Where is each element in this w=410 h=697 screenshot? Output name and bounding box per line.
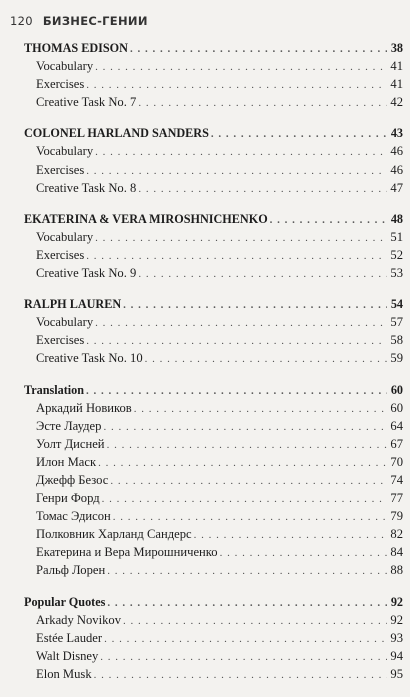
dot-leader bbox=[194, 527, 387, 544]
toc-entry bbox=[24, 180, 403, 198]
toc-entry-label: Estée Lauder bbox=[36, 630, 103, 645]
dot-leader bbox=[220, 545, 387, 562]
dot-leader bbox=[134, 401, 387, 418]
dot-leader bbox=[138, 181, 387, 198]
toc-entry bbox=[24, 94, 403, 112]
dot-leader bbox=[123, 297, 387, 314]
toc-entry bbox=[24, 229, 403, 247]
toc-section-miroshnichenko bbox=[24, 211, 403, 283]
dot-leader bbox=[113, 509, 387, 526]
toc-heading-title: RALPH LAUREN bbox=[24, 297, 122, 312]
toc-heading-title: THOMAS EDISON bbox=[24, 41, 128, 55]
toc-entry bbox=[24, 526, 403, 544]
toc-page-number: 59 bbox=[390, 351, 403, 366]
toc-heading bbox=[24, 40, 403, 58]
toc-entry bbox=[24, 648, 403, 666]
toc-page-number: 79 bbox=[390, 509, 403, 524]
toc-page-number: 84 bbox=[390, 545, 403, 560]
toc-heading-title: COLONEL HARLAND SANDERS bbox=[24, 126, 209, 141]
toc-page-number: 64 bbox=[390, 418, 403, 433]
toc-entry bbox=[24, 418, 403, 436]
dot-leader bbox=[211, 126, 387, 143]
toc-entry-label: Walt Disney bbox=[36, 648, 99, 663]
toc-entry-label: Exercises bbox=[36, 162, 85, 177]
toc-entry-label: Vocabulary bbox=[36, 59, 94, 74]
toc-heading bbox=[24, 382, 403, 400]
toc-entry bbox=[24, 666, 403, 684]
toc-entry bbox=[24, 247, 403, 265]
dot-leader bbox=[107, 563, 387, 580]
toc-entry-label: Arkady Novikov bbox=[36, 612, 121, 627]
toc-page-number: 92 bbox=[390, 612, 403, 627]
toc-entry-label: Exercises bbox=[36, 333, 85, 348]
dot-leader bbox=[107, 437, 387, 454]
page-number: 120 bbox=[10, 14, 33, 28]
toc-entry-label: Creative Task No. 7 bbox=[36, 95, 137, 110]
table-of-contents bbox=[24, 40, 403, 697]
dot-leader bbox=[94, 667, 387, 684]
dot-leader bbox=[104, 631, 387, 648]
toc-page-number: 46 bbox=[390, 162, 403, 177]
toc-entry bbox=[24, 58, 403, 76]
toc-entry-label: Exercises bbox=[36, 77, 85, 92]
toc-page-number: 48 bbox=[390, 211, 403, 226]
toc-section-translation bbox=[24, 382, 403, 581]
dot-leader bbox=[110, 473, 387, 490]
toc-page-number: 93 bbox=[390, 630, 403, 645]
toc-entry-label: Томас Эдисон bbox=[36, 509, 111, 524]
toc-entry-label: Екатерина и Вера Мирошниченко bbox=[36, 545, 218, 560]
toc-entry-label: Creative Task No. 10 bbox=[36, 351, 143, 366]
toc-heading bbox=[24, 296, 403, 314]
toc-heading bbox=[24, 594, 403, 612]
dot-leader bbox=[270, 212, 387, 229]
toc-page-number: 70 bbox=[390, 454, 403, 469]
dot-leader bbox=[107, 595, 387, 612]
dot-leader bbox=[102, 491, 387, 508]
toc-entry bbox=[24, 162, 403, 180]
toc-page-number: 46 bbox=[390, 144, 403, 159]
toc-page-number: 41 bbox=[390, 77, 403, 92]
toc-entry bbox=[24, 265, 403, 283]
toc-entry bbox=[24, 544, 403, 562]
toc-page-number: 77 bbox=[390, 491, 403, 506]
dot-leader bbox=[95, 315, 387, 332]
toc-page-number: 41 bbox=[390, 59, 403, 74]
toc-entry-label: Elon Musk bbox=[36, 666, 92, 681]
dot-leader bbox=[98, 455, 387, 472]
dot-leader bbox=[130, 41, 387, 58]
dot-leader bbox=[95, 230, 387, 247]
toc-entry bbox=[24, 314, 403, 332]
dot-leader bbox=[86, 163, 387, 180]
toc-entry-label: Vocabulary bbox=[36, 315, 94, 330]
toc-entry-label: Creative Task No. 9 bbox=[36, 266, 137, 281]
toc-entry bbox=[24, 76, 403, 94]
toc-page-number: 47 bbox=[390, 180, 403, 195]
toc-section-ralph-lauren bbox=[24, 296, 403, 368]
toc-page-number: 95 bbox=[390, 666, 403, 681]
toc-entry-label: Vocabulary bbox=[36, 144, 94, 159]
toc-page-number: 52 bbox=[390, 247, 403, 262]
page-header bbox=[10, 14, 148, 28]
toc-entry bbox=[24, 454, 403, 472]
toc-entry-label: Creative Task No. 8 bbox=[36, 180, 137, 195]
toc-entry bbox=[24, 562, 403, 580]
toc-page-number: 38 bbox=[390, 41, 403, 55]
toc-page-number: 94 bbox=[390, 648, 403, 663]
toc-entry-label: Уолт Дисней bbox=[36, 436, 105, 451]
toc-page-number: 57 bbox=[390, 315, 403, 330]
toc-entry bbox=[24, 143, 403, 161]
toc-page-number: 82 bbox=[390, 527, 403, 542]
toc-page-number: 54 bbox=[390, 297, 403, 312]
toc-page-number: 58 bbox=[390, 333, 403, 348]
dot-leader bbox=[86, 77, 387, 94]
toc-entry-label: Аркадий Новиков bbox=[36, 400, 132, 415]
dot-leader bbox=[100, 649, 387, 666]
dot-leader bbox=[138, 266, 387, 283]
toc-entry bbox=[24, 400, 403, 418]
toc-entry-label: Илон Маск bbox=[36, 454, 97, 469]
dot-leader bbox=[95, 144, 387, 161]
toc-page-number: 74 bbox=[390, 472, 403, 487]
dot-leader bbox=[86, 383, 387, 400]
toc-entry-label: Джефф Безос bbox=[36, 472, 109, 487]
toc-heading bbox=[24, 211, 403, 229]
toc-page-number: 42 bbox=[390, 95, 403, 110]
toc-page-number: 51 bbox=[390, 229, 403, 244]
toc-page-number: 43 bbox=[390, 126, 403, 141]
toc-entry bbox=[24, 612, 403, 630]
dot-leader bbox=[103, 419, 387, 436]
dot-leader bbox=[138, 95, 387, 112]
toc-page-number: 60 bbox=[390, 400, 403, 415]
toc-entry bbox=[24, 508, 403, 526]
toc-entry bbox=[24, 436, 403, 454]
toc-entry bbox=[24, 472, 403, 490]
toc-entry bbox=[24, 490, 403, 508]
dot-leader bbox=[95, 59, 387, 76]
toc-page-number: 53 bbox=[390, 266, 403, 281]
toc-entry-label: Генри Форд bbox=[36, 491, 100, 506]
toc-entry bbox=[24, 332, 403, 350]
dot-leader bbox=[145, 351, 387, 368]
toc-entry-label: Полковник Харланд Сандерс bbox=[36, 527, 192, 542]
toc-section-popular-quotes bbox=[24, 594, 403, 684]
toc-section-colonel-harland-sanders bbox=[24, 125, 403, 197]
toc-page-number: 92 bbox=[390, 594, 403, 609]
toc-entry bbox=[24, 350, 403, 368]
toc-entry-label: Эсте Лаудер bbox=[36, 418, 102, 433]
dot-leader bbox=[86, 248, 387, 265]
toc-heading bbox=[24, 125, 403, 143]
toc-entry-label: Ральф Лорен bbox=[36, 563, 106, 578]
toc-heading-title: EKATERINA & VERA MIROSHNICHENKO bbox=[24, 211, 268, 226]
toc-heading-title: Popular Quotes bbox=[24, 594, 106, 609]
dot-leader bbox=[123, 613, 387, 630]
toc-section-thomas-edison bbox=[24, 40, 403, 112]
running-title: БИЗНЕС-ГЕНИИ bbox=[42, 14, 148, 28]
toc-heading-title: Translation bbox=[24, 382, 85, 397]
toc-entry-label: Exercises bbox=[36, 247, 85, 262]
toc-page-number: 67 bbox=[390, 436, 403, 451]
toc-entry-label: Vocabulary bbox=[36, 229, 94, 244]
dot-leader bbox=[86, 333, 387, 350]
toc-entry bbox=[24, 630, 403, 648]
toc-page-number: 88 bbox=[390, 563, 403, 578]
toc-page-number: 60 bbox=[390, 382, 403, 397]
